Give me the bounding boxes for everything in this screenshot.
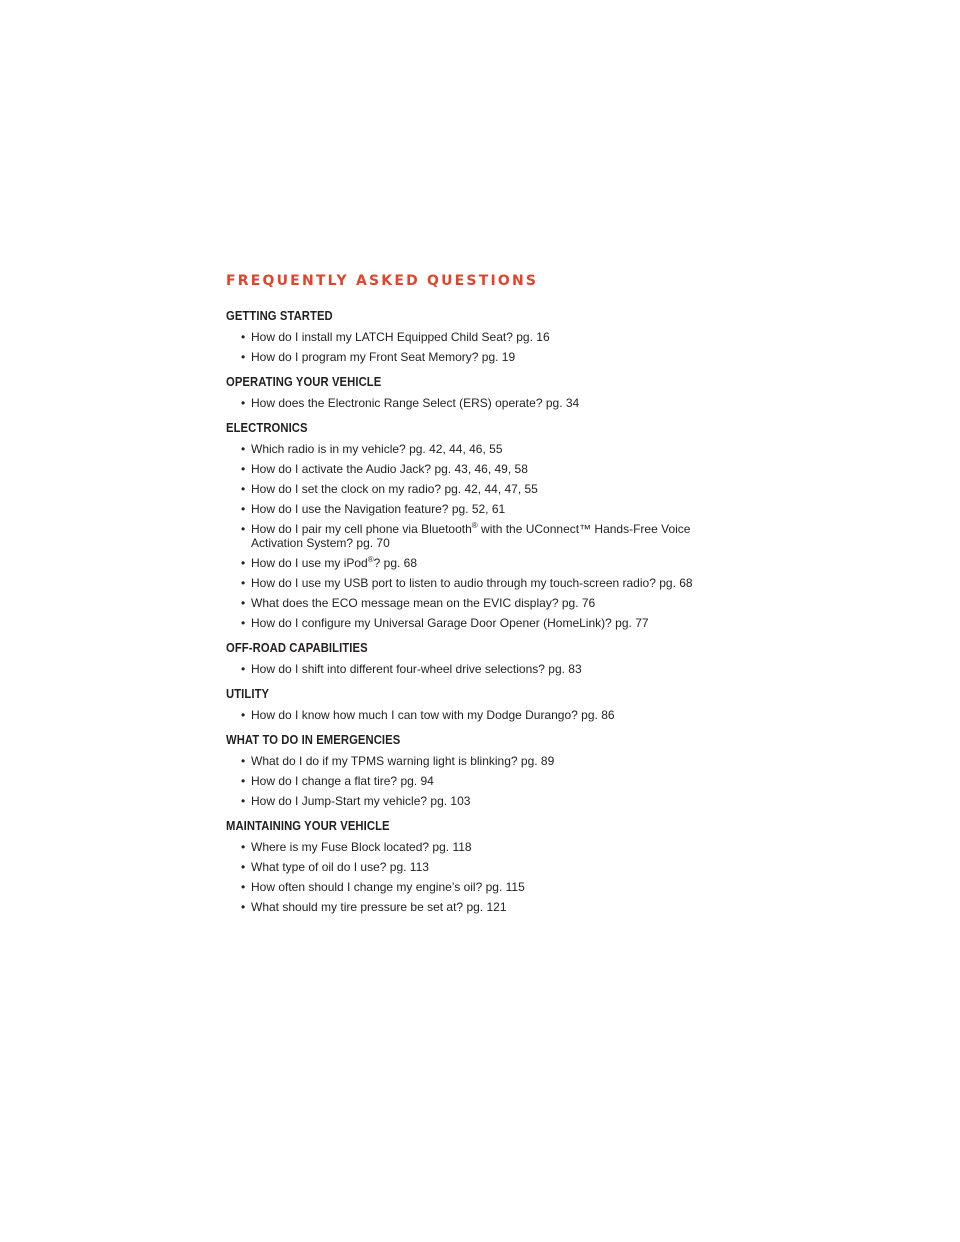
section-operating-your-vehicle bbox=[226, 374, 726, 410]
question-text: How do I use my USB port to listen to audio through my touch-screen radio? bbox=[251, 576, 656, 590]
registered-mark: ® bbox=[367, 555, 374, 564]
bullet-icon: • bbox=[241, 596, 246, 610]
question-text: What does the ECO message mean on the EVIC display? bbox=[251, 596, 559, 610]
section-getting-started bbox=[226, 308, 726, 364]
section-heading: GETTING STARTED bbox=[226, 309, 333, 323]
bullet-icon: • bbox=[241, 556, 246, 570]
page-reference: pg. 16 bbox=[516, 330, 550, 344]
list-item bbox=[226, 900, 726, 914]
list-item bbox=[226, 522, 726, 550]
page-reference: pg. 76 bbox=[561, 596, 596, 610]
list-item bbox=[226, 708, 726, 722]
question-list bbox=[226, 396, 726, 410]
list-item bbox=[226, 556, 726, 570]
page-reference: pg. 115 bbox=[485, 880, 525, 894]
page-reference: pg. 103 bbox=[430, 794, 471, 808]
bullet-icon: • bbox=[241, 522, 246, 536]
section-heading: OFF-ROAD CAPABILITIES bbox=[226, 641, 368, 655]
question-text: How do I set the clock on my radio? bbox=[251, 482, 442, 496]
question-list bbox=[226, 442, 726, 630]
list-item bbox=[226, 794, 726, 808]
question-text: How do I use my iPod bbox=[251, 556, 368, 570]
question-text: How do I activate the Audio Jack? bbox=[251, 462, 432, 476]
question-list bbox=[226, 662, 726, 676]
list-item bbox=[226, 502, 726, 516]
section-maintaining-your-vehicle bbox=[226, 818, 726, 914]
bullet-icon: • bbox=[241, 502, 246, 516]
list-item bbox=[226, 662, 726, 676]
section-heading: OPERATING YOUR VEHICLE bbox=[226, 375, 382, 389]
bullet-icon: • bbox=[241, 880, 246, 894]
page-reference: pg. 42, 44, 47, 55 bbox=[444, 482, 538, 496]
list-item bbox=[226, 616, 726, 630]
bullet-icon: • bbox=[241, 860, 246, 874]
question-text: How do I install my LATCH Equipped Child Seat? bbox=[251, 330, 513, 344]
bullet-icon: • bbox=[241, 900, 246, 914]
list-item bbox=[226, 860, 726, 874]
bullet-icon: • bbox=[241, 754, 246, 768]
question-text: How does the Electronic Range Select (ERS) operate? bbox=[251, 396, 543, 410]
question-list bbox=[226, 708, 726, 722]
page-reference: pg. 52, 61 bbox=[451, 502, 506, 516]
question-text: Where is my Fuse Block located? bbox=[251, 840, 430, 854]
bullet-icon: • bbox=[241, 576, 246, 590]
question-list bbox=[226, 754, 726, 808]
list-item bbox=[226, 596, 726, 610]
bullet-icon: • bbox=[241, 442, 246, 456]
question-text: How do I shift into different four-wheel drive selections? bbox=[251, 662, 545, 676]
question-text: What should my tire pressure be set at? bbox=[251, 900, 464, 914]
list-item bbox=[226, 396, 726, 410]
section-off-road-capabilities bbox=[226, 640, 726, 676]
faq-content bbox=[226, 272, 726, 914]
page-reference: pg. 86 bbox=[581, 708, 615, 722]
question-text: How often should I change my engine’s oil? bbox=[251, 880, 483, 894]
list-item bbox=[226, 482, 726, 496]
page-reference: pg. 77 bbox=[615, 616, 649, 630]
bullet-icon: • bbox=[241, 774, 246, 788]
page-reference: pg. 94 bbox=[400, 774, 434, 788]
question-text: What do I do if my TPMS warning light is blinking? bbox=[251, 754, 518, 768]
section-what-to-do-in-emergencies bbox=[226, 732, 726, 808]
page-reference: pg. 89 bbox=[520, 754, 555, 768]
section-utility bbox=[226, 686, 726, 722]
section-electronics bbox=[226, 420, 726, 630]
page-reference: pg. 113 bbox=[389, 860, 429, 874]
question-text: How do I pair my cell phone via Bluetooth bbox=[251, 522, 472, 536]
page-title: FREQUENTLY ASKED QUESTIONS bbox=[226, 273, 539, 289]
page-reference: pg. 42, 44, 46, 55 bbox=[409, 442, 503, 456]
list-item bbox=[226, 840, 726, 854]
question-text: Which radio is in my vehicle? bbox=[251, 442, 406, 456]
bullet-icon: • bbox=[241, 482, 246, 496]
page-reference: pg. 70 bbox=[356, 536, 390, 550]
page-reference: pg. 68 bbox=[383, 556, 418, 570]
question-list bbox=[226, 840, 726, 914]
question-list bbox=[226, 330, 726, 364]
question-text: How do I change a flat tire? bbox=[251, 774, 398, 788]
bullet-icon: • bbox=[241, 794, 246, 808]
registered-mark: ® bbox=[471, 521, 478, 530]
bullet-icon: • bbox=[241, 662, 246, 676]
question-text: How do I use the Navigation feature? bbox=[251, 502, 449, 516]
question-text: How do I know how much I can tow with my Dodge Durango? bbox=[251, 708, 578, 722]
list-item bbox=[226, 462, 726, 476]
page-reference: pg. 19 bbox=[481, 350, 516, 364]
page-reference: pg. 43, 46, 49, 58 bbox=[434, 462, 528, 476]
section-heading: MAINTAINING YOUR VEHICLE bbox=[226, 819, 390, 833]
bullet-icon: • bbox=[241, 330, 246, 344]
page-reference: pg. 83 bbox=[548, 662, 582, 676]
list-item bbox=[226, 774, 726, 788]
page-reference: pg. 121 bbox=[466, 900, 507, 914]
bullet-icon: • bbox=[241, 396, 246, 410]
list-item bbox=[226, 754, 726, 768]
page-reference: pg. 118 bbox=[432, 840, 472, 854]
list-item bbox=[226, 330, 726, 344]
page-reference: pg. 34 bbox=[545, 396, 580, 410]
question-text: How do I configure my Universal Garage Door Opener (HomeLink)? bbox=[251, 616, 612, 630]
list-item bbox=[226, 350, 726, 364]
bullet-icon: • bbox=[241, 616, 246, 630]
bullet-icon: • bbox=[241, 462, 246, 476]
question-text-continued: with the UConnect™ Hands-Free Voice Activation System? bbox=[251, 522, 691, 550]
question-text: How do I program my Front Seat Memory? bbox=[251, 350, 479, 364]
list-item bbox=[226, 576, 726, 590]
list-item bbox=[226, 880, 726, 894]
bullet-icon: • bbox=[241, 708, 246, 722]
section-heading: WHAT TO DO IN EMERGENCIES bbox=[226, 733, 401, 747]
question-text: How do I Jump-Start my vehicle? bbox=[251, 794, 428, 808]
section-heading: UTILITY bbox=[226, 687, 270, 701]
page-reference: pg. 68 bbox=[659, 576, 693, 590]
section-heading: ELECTRONICS bbox=[226, 421, 308, 435]
list-item bbox=[226, 442, 726, 456]
bullet-icon: • bbox=[241, 840, 246, 854]
question-text: What type of oil do I use? bbox=[251, 860, 387, 874]
question-text-continued: ? bbox=[373, 556, 381, 570]
bullet-icon: • bbox=[241, 350, 246, 364]
